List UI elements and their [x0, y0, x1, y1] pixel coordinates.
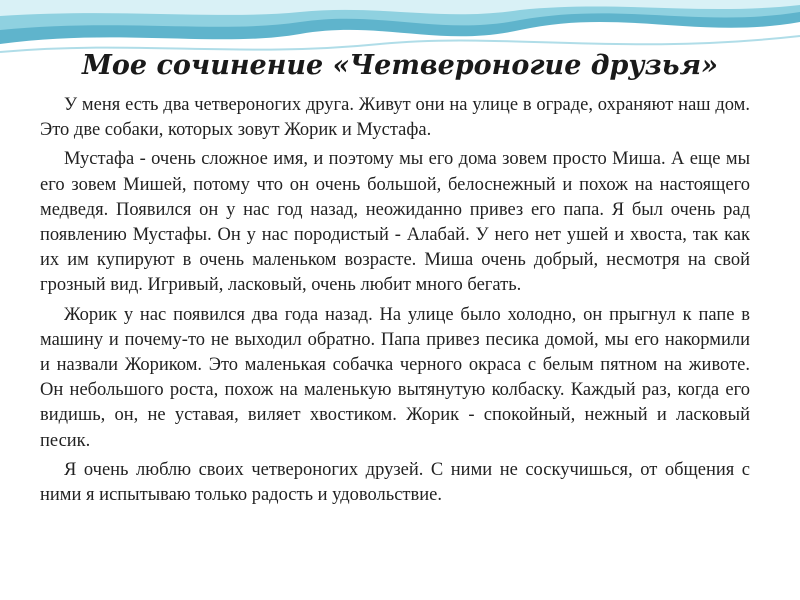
- paragraph-2: Мустафа - очень сложное имя, и поэтому мы его дома зовем просто Миша. А еще мы его зовем Мишей, потому что он очень большой, белоснежный и похож на настоящего медведя. Появился он у нас год назад, неожиданно привез его папа. Я был очень рад появлению Мустафы. Он у нас породистый - Алабай. У него нет ушей и хвоста, так как их им купируют в очень маленьком возрасте. Миша очень добрый, несмотря на свой грозный вид. Игривый, ласковый, очень любит много бегать.: [40, 149, 750, 296]
- paragraph-4: Я очень люблю своих четвероногих друзей. С ними не соскучишься, от общения с ними я испытываю только радость и удовольствие.: [40, 459, 750, 506]
- page-title: Мое сочинение «Четвероногие друзья»: [82, 50, 718, 81]
- paragraph-1: У меня есть два четвероногих друга. Живут они на улице в ограде, охраняют наш дом. Это две собаки, которых зовут Жорик и Мустафа.: [40, 95, 750, 141]
- essay-body: [40, 93, 750, 512]
- paragraph-3: Жорик у нас появился два года назад. На улице было холодно, он прыгнул к папе в машину и почему-то не выходил обратно. Папа привез песика домой, мы его накормили и назвали Жориком. Это маленькая собачка черного окраса с белым пятном на животе. Он небольшого роста, похож на маленькую вытянутую колбаску. Каждый раз, когда его видишь, он, не уставая, виляет хвостиком. Жорик - спокойный, нежный и ласковый песик.: [40, 304, 750, 451]
